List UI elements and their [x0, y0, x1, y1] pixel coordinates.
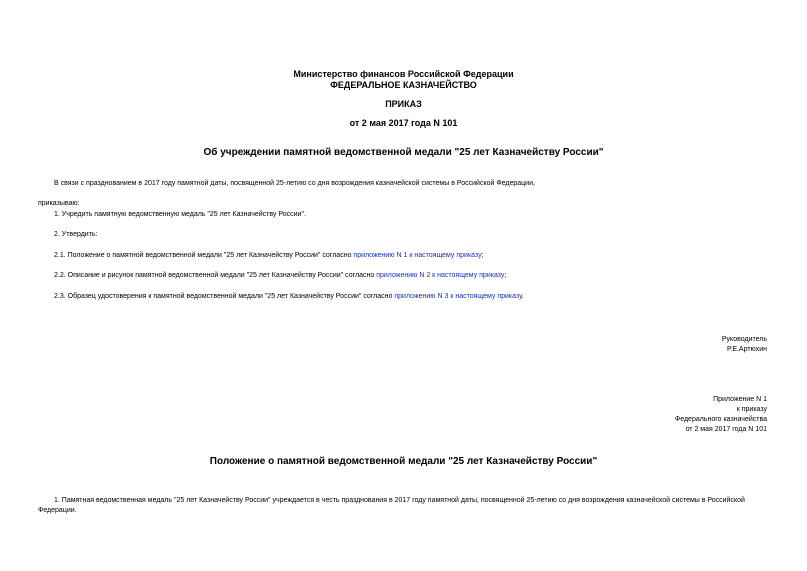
item-2-1-end: ;	[481, 252, 484, 259]
item-2-3	[54, 293, 524, 300]
signature-name: Р.Е.Артюхин	[727, 346, 767, 353]
appendix-line-3: Федерального казначейства	[674, 416, 767, 423]
appendix-line-2: к приказу	[736, 406, 767, 413]
item-2-3-end: .	[521, 293, 524, 300]
item-2-2	[54, 272, 506, 279]
appendix-line-1: Приложение N 1	[713, 396, 767, 403]
document-type: ПРИКАЗ	[385, 99, 422, 109]
item-2-1	[54, 252, 484, 259]
signature-role: Руководитель	[721, 336, 767, 343]
appendix-3-link[interactable]: приложению N 3 к настоящему приказу	[394, 293, 522, 300]
appendix-line-4: от 2 мая 2017 года N 101	[685, 426, 767, 433]
item-2-1-text: 2.1. Положение о памятной ведомственной медали "25 лет Казначейству России" согласно	[54, 252, 354, 259]
agency-name: ФЕДЕРАЛЬНОЕ КАЗНАЧЕЙСТВО	[330, 80, 477, 90]
item-2-2-text: 2.2. Описание и рисунок памятной ведомственной медали "25 лет Казначейству России" согласно	[54, 272, 377, 279]
main-title: Об учреждении памятной ведомственной медали "25 лет Казначейству России"	[203, 147, 604, 158]
item-1: 1. Учредить памятную ведомственную медаль "25 лет Казначейству России".	[54, 211, 306, 218]
item-2-2-end: ;	[504, 272, 507, 279]
section-title: Положение о памятной ведомственной медали "25 лет Казначейству России"	[209, 456, 598, 467]
appendix-2-link[interactable]: приложению N 2 к настоящему приказу	[376, 272, 505, 279]
ministry-name: Министерство финансов Российской Федерации	[293, 69, 514, 79]
appendix-1-link[interactable]: приложению N 1 к настоящему приказу	[353, 252, 482, 259]
document-date: от 2 мая 2017 года N 101	[349, 118, 458, 128]
preamble: В связи с празднованием в 2017 году памятной даты, посвященной 25-летию со дня возрождения казначейской системы в Российской Федерации,	[54, 180, 535, 187]
section-paragraph-1: 1. Памятная ведомственная медаль "25 лет Казначейству России" учреждается в честь празднования в 2017 году памятной даты, посвященной 25-летию со дня возрождения казначейской системы в Российской Федерации.	[38, 497, 745, 514]
item-2: 2. Утвердить:	[54, 231, 98, 238]
item-2-3-text: 2.3. Образец удостоверения к памятной ведомственной медали "25 лет Казначейству России" согласно	[54, 293, 395, 300]
order-word: приказываю:	[38, 200, 80, 207]
